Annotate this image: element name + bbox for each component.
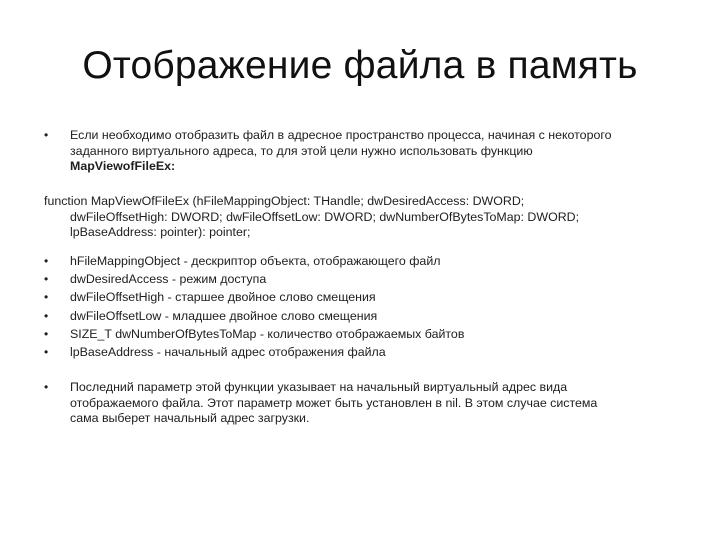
param-text: dwFileOffsetHigh - старшее двойное слово смещения — [70, 290, 376, 305]
intro-line-2: заданного виртуального адреса, то для этой цели нужно использовать функцию — [70, 143, 533, 158]
param-text: dwFileOffsetLow - младшее двойное слово смещения — [70, 308, 378, 323]
list-item — [44, 254, 684, 272]
function-line-1: function MapViewOfFileEx (hFileMappingObject: THandle; dwDesiredAccess: DWORD; — [44, 194, 525, 208]
list-item — [44, 309, 684, 327]
list-item — [44, 272, 684, 290]
bullet-icon: • — [44, 290, 49, 305]
param-text: hFileMappingObject - дескриптор объекта, отображающего файл — [70, 254, 441, 268]
function-declaration — [44, 194, 684, 241]
bullet-icon: • — [44, 344, 49, 359]
bullet-icon: • — [44, 308, 49, 323]
final-note-line-2: отображаемого файла. Этот параметр может быть установлен в nil. В этом случае система — [70, 395, 598, 410]
list-item — [44, 327, 684, 345]
function-line-2: dwFileOffsetHigh: DWORD; dwFileOffsetLow: DWORD; dwNumberOfBytesToMap: DWORD; — [70, 209, 580, 224]
bullet-icon: • — [44, 326, 49, 341]
final-note-text — [70, 380, 680, 427]
parameter-list — [44, 254, 684, 363]
intro-line-1: Если необходимо отобразить файл в адресное пространство процесса, начиная с некоторого — [70, 128, 612, 142]
slide-title: Отображение файла в память — [82, 44, 638, 87]
list-item — [44, 345, 684, 363]
list-item — [44, 290, 684, 308]
final-note-line-3: сама выберет начальный адрес загрузки. — [70, 411, 310, 425]
intro-function-name: MapViewofFileEx: — [70, 159, 176, 173]
param-text: lpBaseAddress - начальный адрес отображения файла — [70, 344, 386, 359]
final-note-bullet-item — [44, 380, 684, 430]
bullet-icon: • — [44, 254, 49, 268]
param-text: dwDesiredAccess - режим доступа — [70, 272, 267, 287]
bullet-icon: • — [44, 128, 49, 142]
function-line-3: lpBaseAddress: pointer): pointer; — [70, 225, 251, 239]
bullet-icon: • — [44, 380, 49, 394]
intro-text — [70, 128, 680, 175]
bullet-icon: • — [44, 272, 49, 287]
intro-bullet-item — [44, 128, 684, 178]
param-text: SIZE_T dwNumberOfBytesToMap - количество отображаемых байтов — [70, 326, 465, 341]
final-note-line-1: Последний параметр этой функции указывает на начальный виртуальный адрес вида — [70, 380, 568, 394]
